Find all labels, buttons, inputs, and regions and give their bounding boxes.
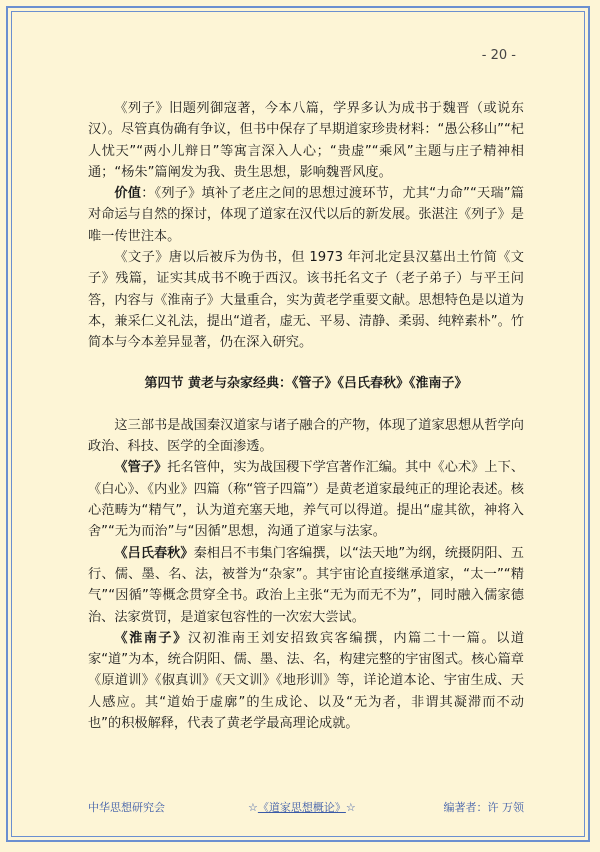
footer-book-title [248,799,356,815]
star-icon: ☆ [345,801,356,814]
paragraph-guanzi: 《管子》托名管仲，实为战国稷下学宫著作汇编。其中《心术》上下、《白心》、《内业》四篇（称“管子四篇”）是黄老道家最纯正的理论表述。核心范畴为“精气”，认为道充塞天地，养气可以得道。提出“虚其欲，神将入舍”“无为而治”与“因循”思想，沟通了道家与法家。 [88,460,525,540]
term-label: 《淮南子》 [114,630,188,646]
footer-author: 编著者：许 万领 [443,801,524,814]
paragraph-liezi-value: 价值：《列子》填补了老庄之间的思想过渡环节，尤其“力命”“天瑞”篇对命运与自然的探讨，体现了道家在汉代以后的新发展。张湛注《列子》是唯一传世注本。 [88,186,524,244]
paragraph-section-intro: 这三部书是战国秦汉道家与诸子融合的产物，体现了道家思想从哲学向政治、科技、医学的全面渗透。 [88,417,524,455]
footer-book-link[interactable]: 《道家思想概论》 [257,801,346,814]
paragraph-lushi-chunqiu: 《吕氏春秋》秦相吕不韦集门客编撰，以“法天地”为纲，统摄阴阳、五行、儒、墨、名、法，被誉为“杂家”。其宇宙论直接继承道家，“太一”“精气”“因循”等概念贯穿全书。政治上主张“无为而无不为”，同时融入儒家德治、法家赏罚，是道家包容性的一次宏大尝试。 [88,545,524,625]
page-number: - 20 - [481,48,516,63]
footer-organization: 中华思想研究会 [88,801,165,814]
paragraph-huainanzi: 《淮南子》汉初淮南王刘安招致宾客编撰，内篇二十一篇。以道家“道”为本，统合阴阳、儒、墨、法、名，构建完整的宇宙图式。核心篇章《原道训》《俶真训》《天文训》《地形训》等，详论道本论、宇宙生成、天人感应。其“道始于虚廓”的生成论、以及“无为者，非谓其凝滞而不动也”的积极解释，代表了黄老学最高理论成就。 [88,630,525,732]
paragraph-wenzi: 《文子》唐以后被斥为伪书，但 1973 年河北定县汉墓出土竹简《文子》残篇，证实其成书不晚于西汉。该书托名文子（老子弟子）与平王问答，内容与《淮南子》大量重合，实为黄老学重要文献。思想特色是以道为本，兼采仁义礼法，提出“道者，虚无、平易、清静、柔弱、纯粹素朴”。竹简本与今本差异显著，仍在深入研究。 [88,250,524,351]
section-title: 第四节 黄老与杂家经典：《管子》《吕氏春秋》《淮南子》 [144,375,468,391]
term-label: 《管子》 [114,460,168,476]
star-icon: ☆ [248,801,258,814]
term-label: 价值 [114,186,142,202]
paragraph-liezi-intro: 《列子》旧题列御寇著，今本八篇，学界多认为成书于魏晋（或说东汉）。尽管真伪确有争议，但书中保存了早期道家珍贵材料：“愚公移山”“杞人忧天”“两小儿辩日”等寓言深入人心；“贵虚”“乘风”主题与庄子精神相通；“杨朱”篇阐发为我、贵生思想，影响魏晋风度。 [88,101,524,180]
page-content [88,98,524,734]
term-label: 《吕氏春秋》 [114,545,194,561]
